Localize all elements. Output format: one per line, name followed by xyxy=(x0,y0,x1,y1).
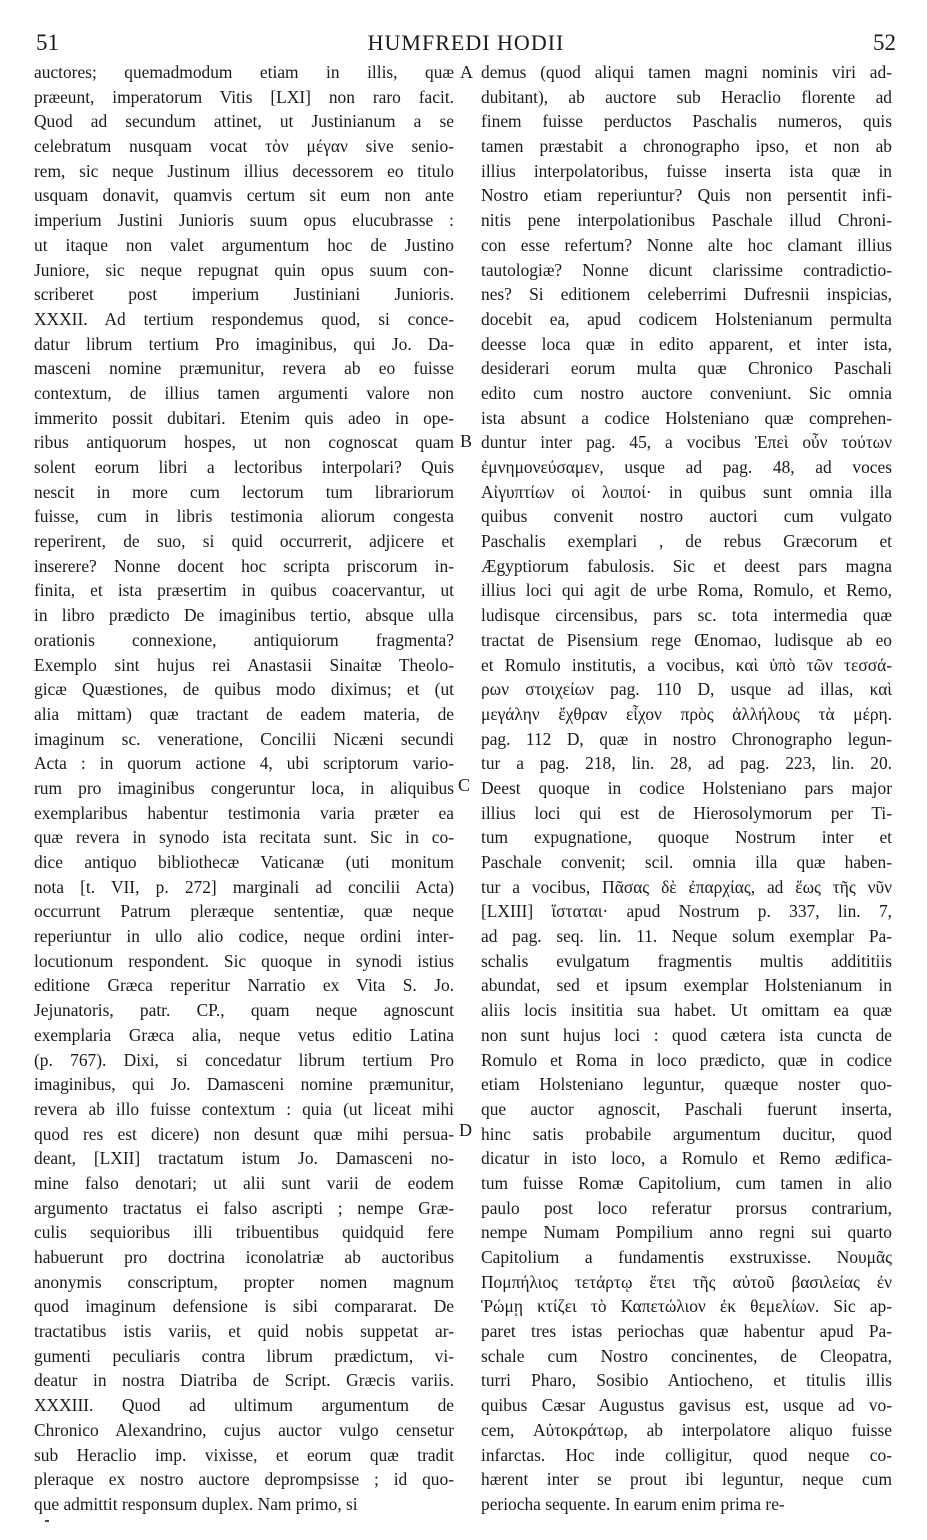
right-column-line: ρων στοιχείων pag. 110 D, usque ad illas, καὶ xyxy=(481,679,892,700)
right-column-line: Capitolium a fundamentis exstruxisse. Νουμᾶς xyxy=(481,1247,892,1267)
right-column-line: etiam Holsteniano leguntur, quæque noster quo- xyxy=(481,1074,892,1095)
left-column-line: anonymis conscriptum, propter nomen magnum xyxy=(34,1271,454,1292)
right-column-line: paret tres istas periochas quæ habentur apud Pa- xyxy=(481,1321,892,1342)
left-column-line: scriberet post imperium Justiniani Junioris. xyxy=(34,284,454,305)
running-head: HUMFREDI HODII xyxy=(367,30,565,55)
right-column-line: dubitant), ab auctore sub Heraclio florente ad xyxy=(481,86,892,107)
left-column-line: nescit in more cum lectorum tum librariorum xyxy=(34,481,454,502)
left-column-line: argumento tractatus ei falso ascripti ; nempe Græ- xyxy=(34,1197,454,1218)
right-column-line: paulo post loco referatur prorsus contrarium, xyxy=(481,1197,892,1218)
right-column-line: Πομπήλιος τετάρτῳ ἔτει τῆς αὐτοῦ βασιλείας ἐν xyxy=(481,1271,892,1292)
right-column-line: nitis pene interpolationibus Paschale illud Chroni- xyxy=(481,210,892,231)
left-column-line: culis sequioribus illi tribuentibus quidquid fere xyxy=(34,1222,454,1243)
left-column-line: quæ revera in synodo ista recitata sunt. Sic in co- xyxy=(34,827,454,848)
right-column-line: Ῥώμῃ κτίζει τὸ Καπετώλιον ἐκ θεμελίων. Sic ap- xyxy=(481,1296,892,1317)
right-column-line: hinc satis probabile argumentum ducitur, quod xyxy=(481,1123,892,1144)
right-column-line: illius loci qui agit de urbe Roma, Romulo, et Remo, xyxy=(481,580,892,601)
left-column-line: revera ab illo fuisse contextum : quia (ut liceat mihi xyxy=(34,1098,454,1119)
margin-letter-b: B xyxy=(460,431,473,451)
page-number-right: 52 xyxy=(873,30,896,55)
right-column-line: con esse refertum? Nonne alte hoc clamant illius xyxy=(481,234,892,255)
right-column-line: periocha sequente. In earum enim prima re- xyxy=(481,1493,785,1514)
right-column-line: tractat de Pisensium rege Œnomao, ludisque ab eo xyxy=(481,629,892,650)
left-column-line: celebratum nusquam vocat τὸν μέγαν sive senio- xyxy=(34,136,454,157)
right-column-line: schalis evulgatum fragmentis multis addititiis xyxy=(481,950,892,971)
left-column-line: præeunt, imperatorum Vitis [LXI] non raro facit. xyxy=(34,86,454,107)
left-column-line: ribus antiquorum hospes, ut non cognoscat quam xyxy=(34,432,454,453)
right-column-line: que auctor agnoscit, Paschali fuerunt inserta, xyxy=(481,1098,892,1119)
left-column-line: gumenti peculiaris contra librum prædictum, vi- xyxy=(34,1345,454,1366)
left-column-line: dice antiquo bibliothecæ Vaticanæ (uti monitum xyxy=(34,852,454,872)
left-column-line: rum pro imaginibus congeruntur loca, in aliquibus xyxy=(34,777,454,798)
right-column-line: tum fuisse Romæ Capitolium, cum tamen in alio xyxy=(481,1172,892,1193)
right-column-line: duntur inter pag. 45, a vocibus Ἐπεὶ οὖν τούτων xyxy=(481,432,892,453)
right-column-line: ista absunt a codice Holsteniano quæ comprehen- xyxy=(481,407,892,428)
right-column-line: tur a pag. 218, lin. 28, ad pag. 223, lin. 20. xyxy=(481,753,892,774)
right-column-line: quibus Cæsar Augustus gavisus est, usque ad vo- xyxy=(481,1395,892,1416)
right-column-line: tum expugnatione, quoque Nostrum inter et xyxy=(481,827,892,848)
right-column-line: hærent inter se prout ibi leguntur, neque cum xyxy=(481,1469,892,1490)
left-column-line: que admittit responsum duplex. Nam primo, si xyxy=(34,1493,358,1514)
left-column-line: Chronico Alexandrino, cujus auctor vulgo censetur xyxy=(34,1419,454,1440)
left-column-line: exemplaribus habentur testimonia varia præter ea xyxy=(34,802,454,823)
left-column-line: deatur in nostra Diatriba de Script. Græcis variis. xyxy=(34,1370,454,1391)
right-column-line: Paschale convenit; scil. omnia illa quæ haben- xyxy=(481,852,892,872)
right-column-line: pag. 112 D, quæ in nostro Chronographo legun- xyxy=(481,728,892,749)
left-column-line: XXXII. Ad tertium respondemus quod, si conce- xyxy=(34,308,454,329)
right-column-line: μεγάλην ἔχθραν εἶχον πρὸς ἀλλήλους τὰ μέρη. xyxy=(481,703,892,724)
left-column-line: occurrunt Patrum pleræque sententiæ, quæ neque xyxy=(34,901,454,922)
right-column-line: docebit ea, apud codicem Holstenianum permulta xyxy=(481,308,892,329)
left-column-line: tractatibus istis variis, et quid nobis suppetat ar- xyxy=(34,1321,454,1342)
right-column-line: infarctas. Hoc inde colligitur, quod neque co- xyxy=(481,1444,892,1465)
right-column-line: demus (quod aliqui tamen magni nominis viri ad- xyxy=(481,62,892,82)
right-column-line: et Romulo institutis, a vocibus, καὶ ὑπὸ τῶν τεσσά- xyxy=(481,654,892,675)
right-column-line: abundat, sed et ipsum exemplar Holstenianum in xyxy=(481,975,892,996)
left-column-line: gicæ Quæstiones, de quibus modo diximus; et (ut xyxy=(34,679,454,700)
right-column-line: Romulo et Roma in loco prædicto, quæ in codice xyxy=(481,1049,892,1070)
right-column-line: Αἰγυπτίων οἱ λοιποί· in quibus sunt omnia illa xyxy=(481,481,892,502)
left-column-line: mine falso denotari; ut alii sunt varii de eodem xyxy=(34,1172,454,1193)
left-column-line: Jejunatoris, patr. CP., quam neque agnoscunt xyxy=(34,1000,454,1021)
page-header xyxy=(36,28,896,62)
margin-letter-c: C xyxy=(458,775,471,795)
left-column-line: locutionum respondent. Sic quoque in synodi istius xyxy=(34,950,454,971)
left-column-line: quod imaginum defensione is sibi compararat. De xyxy=(34,1296,454,1317)
left-column-line: pleraque ex nostro auctore deprompsisse ; id quo- xyxy=(34,1469,454,1490)
page-number-left: 51 xyxy=(36,30,59,55)
left-column-line: auctores; quemadmodum etiam in illis, quæ xyxy=(34,62,454,82)
right-column xyxy=(481,60,892,1517)
right-column-line: turri Pharo, Sosibio Antiocheno, et titulis illis xyxy=(481,1370,892,1391)
left-column-line: rem, sic neque Justinum illius decessorem eo titulo xyxy=(34,160,454,181)
left-column-line: sub Heraclio imp. vixisse, et eorum quæ tradit xyxy=(34,1444,454,1465)
left-column-line: exemplaria Græca alia, neque vetus editio Latina xyxy=(34,1024,454,1045)
left-column-line: immerito possit dubitari. Etenim quis adeo in ope- xyxy=(34,407,454,428)
left-column-line: reperiuntur in ullo alio codice, neque ordini inter- xyxy=(34,926,454,947)
left-column-line: imaginibus, qui Jo. Damasceni nomine præmunitur, xyxy=(34,1074,454,1095)
right-column-line: illius interpolatoribus, fuisse inserta ista quæ in xyxy=(481,160,892,181)
left-column-line: in libro prædicto De imaginibus tertio, absque ulla xyxy=(34,605,454,626)
left-column-line: datur librum tertium Pro imaginibus, qui Jo. Da- xyxy=(34,333,454,354)
right-column-line: nes? Si editionem celeberrimi Dufresnii inspicias, xyxy=(481,284,892,305)
right-column-line: cem, Αὐτοκράτωρ, ab interpolatore aliquo fuisse xyxy=(481,1419,892,1440)
print-speck xyxy=(45,1520,49,1522)
left-column-line: masceni nomine præmunitur, revera ab eo fuisse xyxy=(34,358,454,379)
right-column-line: Deest quoque in codice Holsteniano pars major xyxy=(481,777,892,798)
right-column-line: ad pag. seq. lin. 11. Neque solum exemplar Pa- xyxy=(481,926,892,947)
left-column-line: Quod ad secundum attinet, ut Justinianum a se xyxy=(34,111,454,132)
right-column-line: deesse loca quæ in edito apparent, et inter ista, xyxy=(481,333,892,354)
left-column-line: ut itaque non valet argumentum hoc de Justino xyxy=(34,234,454,255)
left-column-line: (p. 767). Dixi, si concedatur librum tertium Pro xyxy=(34,1049,454,1070)
margin-letter-d: D xyxy=(459,1120,472,1140)
left-column-line: Exemplo sint hujus rei Anastasii Sinaitæ Theolo- xyxy=(34,654,454,675)
left-column-line: finita, et ista præsertim in quibus coacervantur, ut xyxy=(34,580,454,601)
left-column-line: usquam donavit, quamvis certum sit eum non ante xyxy=(34,185,454,206)
right-column-line: non sunt hujus loci : quod cætera ista cuncta de xyxy=(481,1024,892,1045)
right-column-line: Paschalis exemplari , de rebus Græcorum et xyxy=(481,531,892,552)
left-column-line: nota [t. VII, p. 272] marginali ad concilii Acta) xyxy=(34,876,454,897)
right-column-line: illius loci qui est de Hierosolymorum per Ti- xyxy=(481,802,892,823)
left-column-line: imaginum sc. veneratione, Concilii Nicæni secundi xyxy=(34,728,454,749)
left-column xyxy=(34,60,454,1517)
right-column-line: dicatur in isto loco, a Romulo et Remo ædifica- xyxy=(481,1148,892,1169)
left-column-line: inserere? Nonne docent hoc scripta priscorum in- xyxy=(34,555,454,576)
margin-letter-a: A xyxy=(460,62,473,82)
left-column-line: orationis connexione, antiquiorum fragmenta? xyxy=(34,629,454,650)
left-column-line: imperium Justini Junioris suum opus elucubrasse : xyxy=(34,210,454,231)
right-column-line: finem fuisse perductos Paschalis numeros, quis xyxy=(481,111,892,132)
left-column-line: alia mittam) quæ tractant de eadem materia, de xyxy=(34,703,454,724)
left-column-line: solent eorum libri a lectoribus interpolari? Quis xyxy=(34,457,454,477)
right-column-line: quibus convenit nostro auctori cum vulgato xyxy=(481,506,892,527)
right-column-line: aliis locis insititia sua habet. Ut omittam ea quæ xyxy=(481,1000,892,1021)
right-column-line: tur a vocibus, Πᾶσας δὲ ἐπαρχίας, ad ἕως τῆς νῦν xyxy=(481,876,892,897)
right-column-line: Ægyptiorum fabulosis. Sic et deest pars magna xyxy=(481,555,892,576)
left-column-line: fuisse, cum in libris testimonia aliorum congesta xyxy=(34,506,454,527)
left-column-line: editione Græca reperitur Narratio ex Vita S. Jo. xyxy=(34,975,454,996)
right-column-line: desiderari eorum multa quæ Chronico Paschali xyxy=(481,358,892,379)
right-column-line: tautologiæ? Nonne dicunt clarissime contradictio- xyxy=(481,259,892,280)
right-column-line: Nostro etiam reperiuntur? Quis non persentit infi- xyxy=(481,185,892,206)
left-column-line: reperirent, de suo, si quid occurrerit, adjicere et xyxy=(34,531,454,552)
right-column-line: nempe Numam Pompilium anno regni sui quarto xyxy=(481,1222,892,1243)
left-column-line: habuerunt pro doctrina iconolatriæ ab auctoribus xyxy=(34,1247,454,1267)
left-column-line: quod res est dicere) non desunt quæ mihi persua- xyxy=(34,1123,454,1144)
left-column-line: Acta : in quorum actione 4, ubi scriptorum vario- xyxy=(34,753,454,774)
right-column-line: ἐμνημονεύσαμεν, usque ad pag. 48, ad voces xyxy=(481,457,892,477)
right-column-line: schale cum Nostro concinentes, de Cleopatra, xyxy=(481,1345,892,1366)
right-column-line: [LXIII] ἵσταται· apud Nostrum p. 337, lin. 7, xyxy=(481,901,892,922)
left-column-line: XXXIII. Quod ad ultimum argumentum de xyxy=(34,1395,454,1416)
right-column-line: ludisque circensibus, pars sc. tota intermedia quæ xyxy=(481,605,892,626)
left-column-line: deant, [LXII] tractatum istum Jo. Damasceni no- xyxy=(34,1148,454,1169)
left-column-line: contextum, de illius tamen argumenti valore non xyxy=(34,382,454,403)
right-column-line: edito cum nostro auctore conveniunt. Sic omnia xyxy=(481,382,892,403)
left-column-line: Juniore, sic neque repugnat quin opus suum con- xyxy=(34,259,454,280)
right-column-line: tamen præstabit a chronographo ipso, et non ab xyxy=(481,136,892,157)
